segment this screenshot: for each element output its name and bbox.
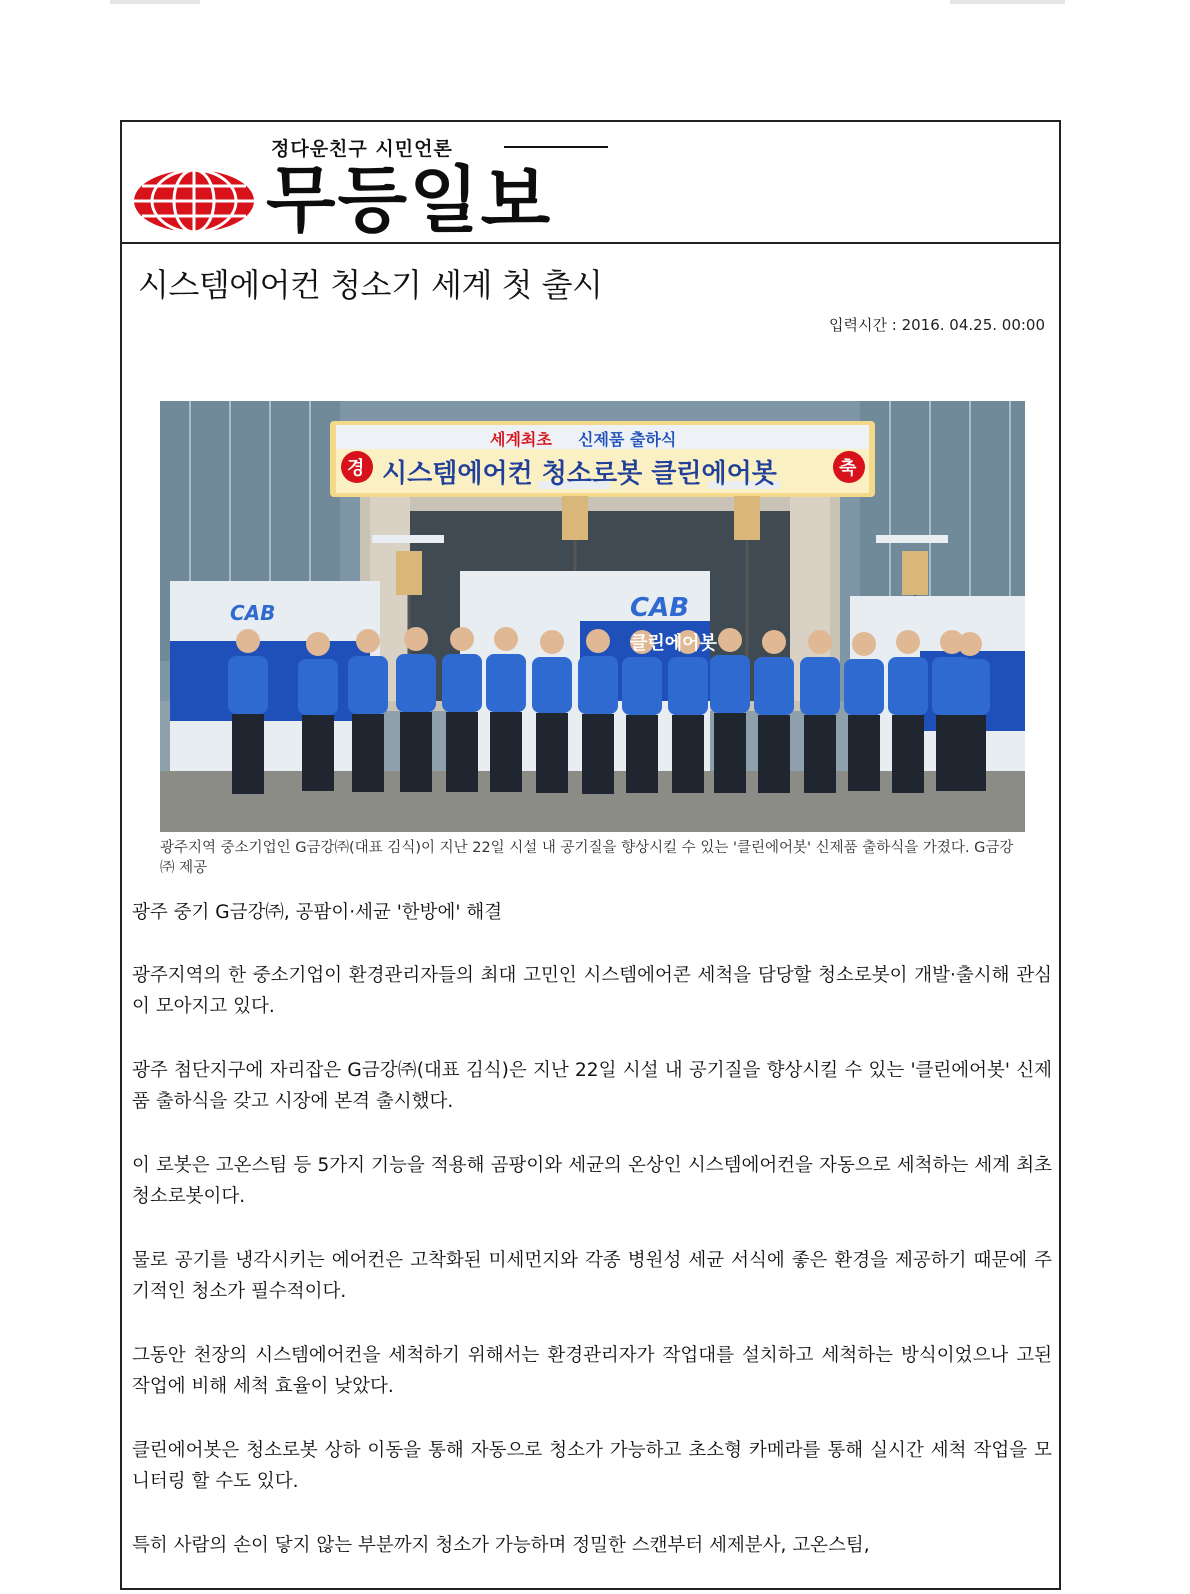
photo-caption: 광주지역 중소기업인 G금강㈜(대표 김식)이 지난 22일 시설 내 공기질을 향상시킬 수 있는 '클린에어봇' 신제품 출하식을 가졌다. G금강㈜ 제공 <box>160 840 1014 876</box>
top-crop-mark-left <box>110 0 200 4</box>
truck-label: 클린에어봇 <box>630 633 717 654</box>
article-paragraph: 물로 공기를 냉각시키는 에어컨은 고착화된 미세먼지와 각종 병원성 세균 서식에 좋은 환경을 제공하기 때문에 주기적인 청소가 필수적이다. <box>132 1250 1052 1302</box>
article-photo <box>160 401 1025 832</box>
masthead-logo-block <box>126 126 614 242</box>
top-crop-mark-right <box>950 0 1065 4</box>
banner-badge-right: 축 <box>839 458 857 479</box>
article-paragraph: 이 로봇은 고온스팀 등 5가지 기능을 적용해 곰팡이와 세균의 온상인 시스템에어컨을 자동으로 세척하는 세계 최초 청소로봇이다. <box>132 1155 1052 1207</box>
article-headline: 시스템에어컨 청소기 세계 첫 출시 <box>138 266 603 304</box>
paper-name: 무등일보 <box>266 158 553 242</box>
article-paragraph: 클린에어봇은 청소로봇 상하 이동을 통해 자동으로 청소가 가능하고 초소형 카메라를 통해 실시간 세척 작업을 모니터링 할 수도 있다. <box>132 1440 1052 1492</box>
banner-line2: 시스템에어컨 청소로봇 클린에어봇 <box>382 459 777 489</box>
masthead-slogan: 정다운친구 시민언론 <box>271 138 453 160</box>
article-paragraph: 광주 첨단지구에 자리잡은 G금강㈜(대표 김식)은 지난 22일 시설 내 공기질을 향상시킬 수 있는 '클린에어봇' 신제품 출하식을 갖고 시장에 본격 출시했다. <box>132 1060 1052 1112</box>
globe-logo-icon <box>132 168 256 234</box>
article-frame <box>120 120 1061 1590</box>
article-paragraph: 그동안 천장의 시스템에어컨을 세척하기 위해서는 환경관리자가 작업대를 설치하고 세척하는 방식이었으나 고된 작업에 비해 세척 효율이 낮았다. <box>132 1345 1052 1397</box>
banner-line1-left: 세계최초 <box>490 430 552 449</box>
banner-line1-right: 신제품 출하식 <box>578 430 677 449</box>
article-subhead: 광주 중기 G금강㈜, 공팜이·세균 '한방에' 해결 <box>132 902 503 923</box>
truck-logo-left: CAB <box>230 601 276 625</box>
truck-logo: CAB <box>630 593 690 623</box>
article-paragraph: 광주지역의 한 중소기업이 환경관리자들의 최대 고민인 시스템에어콘 세척을 담당할 청소로봇이 개발·출시해 관심이 모아지고 있다. <box>132 965 1052 1017</box>
masthead <box>122 122 1059 244</box>
slogan-rule <box>504 146 608 148</box>
article-paragraph: 특히 사람의 손이 닿지 않는 부분까지 청소가 가능하며 정밀한 스캔부터 세제분사, 고온스팀, <box>132 1535 870 1556</box>
banner-badge-left: 경 <box>347 458 365 479</box>
article-timestamp: 입력시간 : 2016. 04.25. 00:00 <box>829 316 1045 334</box>
article-body <box>132 960 1052 1594</box>
